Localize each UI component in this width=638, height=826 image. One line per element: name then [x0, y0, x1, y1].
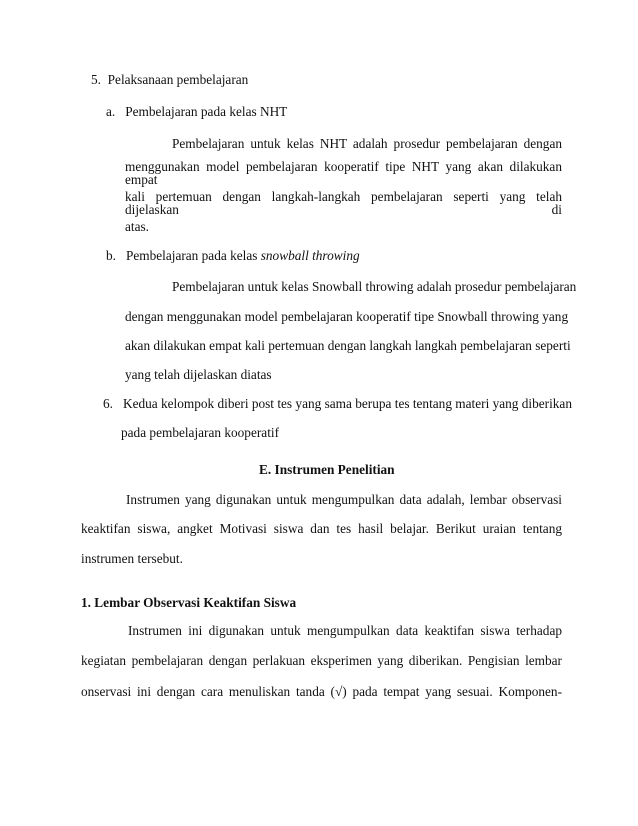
- sublist-item-a: [106, 105, 287, 118]
- paragraph-line: akan dilakukan empat kali pertemuan dengan langkah langkah pembelajaran seperti: [125, 338, 571, 353]
- paragraph-line: pada pembelajaran kooperatif: [121, 425, 280, 440]
- paragraph-line: instrumen tersebut.: [81, 551, 183, 566]
- paragraph-line: menggunakan model pembelajaran kooperatif tipe NHT yang akan dilakukan empat: [125, 159, 562, 188]
- list-heading: Pembelajaran pada kelas: [125, 248, 261, 263]
- list-marker: a.: [106, 104, 116, 119]
- list-item-5: [91, 73, 248, 86]
- list-heading-italic: snowball throwing: [260, 248, 360, 263]
- paragraph-line: keaktifan siswa, angket Motivasi siswa dan tes hasil belajar. Berikut uraian tentang: [81, 521, 562, 536]
- list-item-text: Kedua kelompok diberi post tes yang sama berupa tes tentang materi yang diberikan: [122, 396, 572, 411]
- list-marker: b.: [106, 248, 116, 263]
- paragraph-line: Pembelajaran untuk kelas NHT adalah prosedur pembelajaran dengan: [172, 136, 562, 151]
- paragraph-line: Instrumen yang digunakan untuk mengumpulkan data adalah, lembar observasi: [126, 492, 562, 507]
- sublist-item-b: [106, 249, 360, 262]
- paragraph-line: Pembelajaran untuk kelas Snowball throwing adalah prosedur pembelajaran: [172, 279, 577, 294]
- subsection-heading: 1. Lembar Observasi Keaktifan Siswa: [81, 595, 297, 610]
- paragraph-line: Instrumen ini digunakan untuk mengumpulkan data keaktifan siswa terhadap: [128, 623, 562, 638]
- list-heading: Pembelajaran pada kelas NHT: [125, 104, 288, 119]
- paragraph-line: yang telah dijelaskan diatas: [125, 367, 272, 382]
- section-heading: E. Instrumen Penelitian: [259, 462, 395, 477]
- list-item-text: Pelaksanaan pembelajaran: [107, 72, 249, 87]
- paragraph-line: atas.: [125, 219, 149, 234]
- paragraph-line: kali pertemuan dengan langkah-langkah pembelajaran seperti yang telah dijelaskan di: [125, 189, 562, 218]
- paragraph-line: kegiatan pembelajaran dengan perlakuan eksperimen yang diberikan. Pengisian lembar: [81, 653, 562, 668]
- list-number: 5.: [91, 72, 101, 87]
- list-number: 6.: [103, 396, 113, 411]
- paragraph-line: onservasi ini dengan cara menuliskan tanda (√) pada tempat yang sesuai. Komponen-: [81, 684, 562, 699]
- list-item-6: [103, 397, 572, 410]
- paragraph-line: dengan menggunakan model pembelajaran kooperatif tipe Snowball throwing yang: [125, 309, 569, 324]
